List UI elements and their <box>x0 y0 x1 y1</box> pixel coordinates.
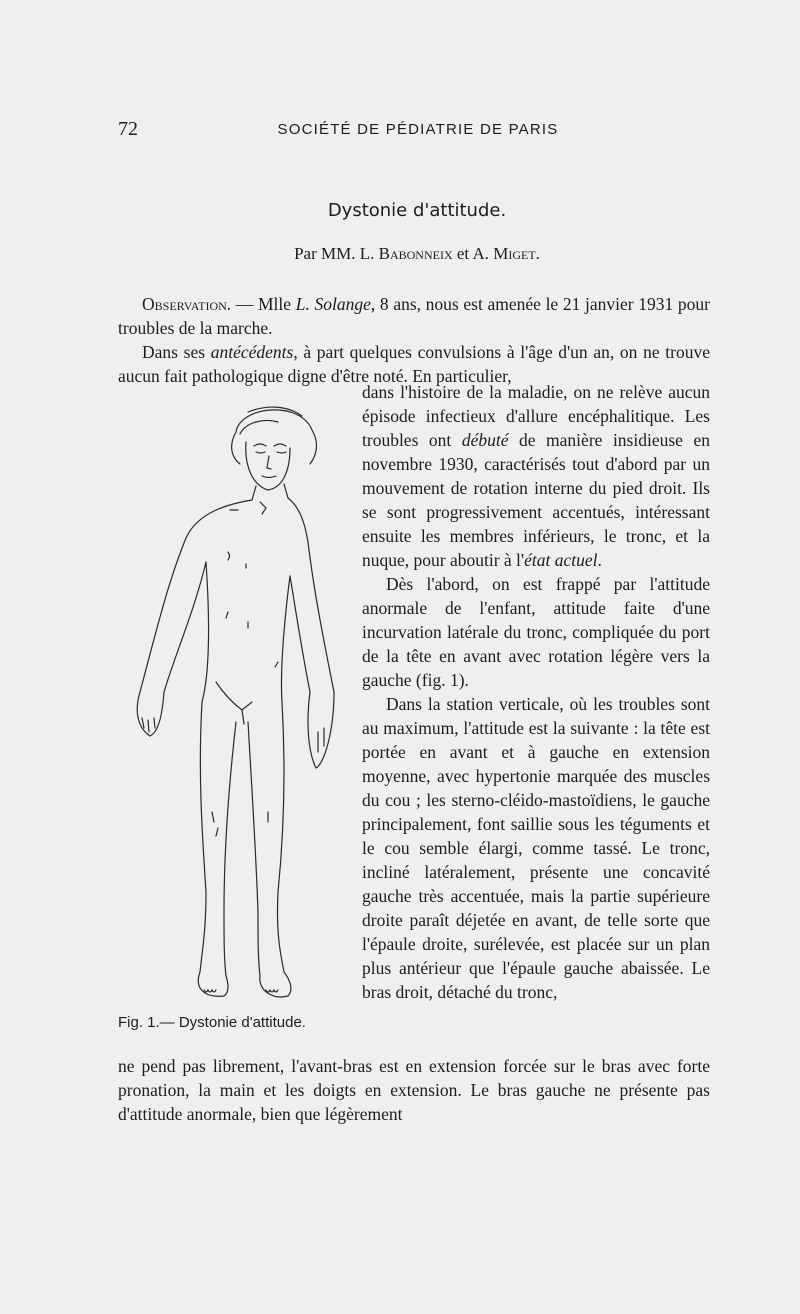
intro-paragraphs <box>118 292 710 388</box>
running-head <box>118 118 718 144</box>
right-column-text <box>362 380 710 1004</box>
tail-paragraph: ne pend pas librement, l'avant-bras est en extension forcée sur le bras avec forte pronation, la main et les doigts en extension. Le bras gauche ne présente pas d'attitude anormale, bien que légèrement <box>118 1056 710 1124</box>
history-paragraph: dans l'histoire de la maladie, on ne relève aucun épisode infectieux d'allure encéphalitique. Les troubles ont débuté de manière insidieuse en novembre 1930, caractérisés tout d'abord par un mouvement de rotation interne du pied droit. Ils se sont progressivement accentués, intéressant ensuite les membres inférieurs, le tronc, et la nuque, pour aboutir à l'état actuel. <box>362 382 710 570</box>
observation-paragraph: Observation. — Mlle L. Solange, 8 ans, nous est amenée le 21 janvier 1931 pour troubles de la marche. <box>118 294 710 338</box>
byline-suffix: . <box>535 244 540 263</box>
patient-name: L. Solange <box>295 294 371 314</box>
article-title: Dystonie d'attitude. <box>327 200 507 221</box>
figure-caption: Fig. 1.— Dystonie d'attitude. <box>118 1014 306 1031</box>
page-number: 72 <box>118 118 138 140</box>
author-babonneix: Babonneix <box>378 244 453 263</box>
byline-mid: et A. <box>452 244 494 263</box>
byline <box>0 244 800 264</box>
author-miget: Miget <box>493 244 536 263</box>
standing-paragraph: Dans la station verticale, où les troubles sont au maximum, l'attitude est la suivante : la tête est portée en avant et à gauche en extension moyenne, avec hypertonie marquée des muscles du cou ; les sterno-cléido-mastoïdiens, le gauche principalement, font saillie sous les téguments et le cou semble élargi, comme tassé. Le tronc, incliné latéralement, présente une concavité gauche très accentuée, mais la partie supérieure droite paraît déjetée en avant, de telle sorte que l'épaule droite, surélevée, est placée sur un plan plus antérieur que l'épaule gauche abaissée. Le bras droit, détaché du tronc, <box>362 694 710 1002</box>
observation-label: Observation. <box>142 294 232 314</box>
antecedents-paragraph: Dans ses antécédents, à part quelques convulsions à l'âge d'un an, on ne trouve aucun fait pathologique digne d'être noté. En particulier, <box>118 342 710 386</box>
attitude-paragraph: Dès l'abord, on est frappé par l'attitude anormale de l'enfant, attitude faite d'une incurvation latérale du tronc, compliquée du port de la tête en avant avec rotation légère vers la gauche (fig. 1). <box>362 574 710 690</box>
byline-prefix: Par MM. L. <box>294 244 379 263</box>
figure-dystonia-drawing <box>128 392 338 1004</box>
journal-title: SOCIÉTÉ DE PÉDIATRIE DE PARIS <box>277 121 559 138</box>
